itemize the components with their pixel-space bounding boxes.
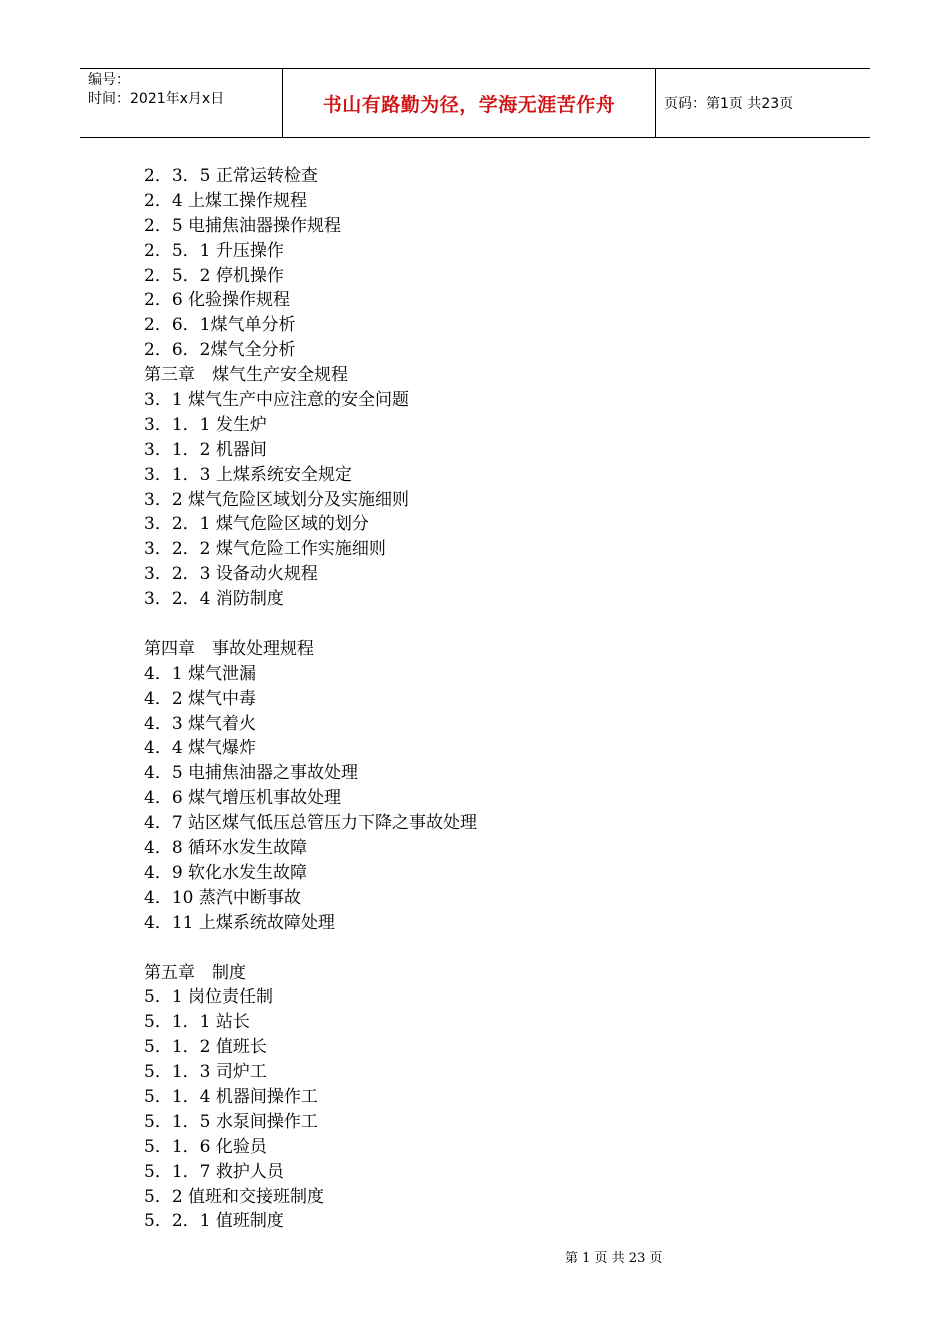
toc-item: 4．11 上煤系统故障处理 <box>144 912 335 933</box>
toc-item: 3．1．2 机器间 <box>144 439 267 460</box>
toc-item: 5．1 岗位责任制 <box>144 987 274 1008</box>
toc-item: 5．1．4 机器间操作工 <box>144 1086 318 1107</box>
toc-item: 第三章 煤气生产安全规程 <box>144 365 348 386</box>
toc-item: 第四章 事故处理规程 <box>144 638 314 659</box>
toc-item: 3．2．4 消防制度 <box>144 589 284 610</box>
toc-item: 5．2 值班和交接班制度 <box>144 1186 325 1207</box>
header-page-cell <box>656 69 870 137</box>
toc-item: 3．2．3 设备动火规程 <box>144 564 318 585</box>
header-page-info: 页码：第1页 共23页 <box>664 96 794 112</box>
toc-item: 5．1．2 值班长 <box>144 1037 267 1058</box>
toc-item: 3．1．3 上煤系统安全规定 <box>144 464 352 485</box>
document-time-label: 时间：2021年x月x日 <box>88 91 225 107</box>
toc-spacer <box>144 612 844 637</box>
page-header <box>80 68 870 138</box>
toc-item: 2．5．2 停机操作 <box>144 265 284 286</box>
toc-item: 5．1．3 司炉工 <box>144 1062 267 1083</box>
toc-spacer <box>144 936 844 961</box>
toc-item: 3．1 煤气生产中应注意的安全问题 <box>144 390 410 411</box>
toc-item: 2．5 电捕焦油器操作规程 <box>144 215 342 236</box>
toc-item: 5．2．1 值班制度 <box>144 1211 284 1232</box>
toc-item: 3．2．2 煤气危险工作实施细则 <box>144 539 386 560</box>
toc-item: 4．10 蒸汽中断事故 <box>144 887 301 908</box>
toc-item: 2．6 化验操作规程 <box>144 290 291 311</box>
toc-item: 4．3 煤气着火 <box>144 713 257 734</box>
toc-item: 4．1 煤气泄漏 <box>144 663 257 684</box>
toc-item: 2．6．2煤气全分析 <box>144 340 296 361</box>
header-motto: 书山有路勤为径，学海无涯苦作舟 <box>322 93 616 116</box>
toc-item: 5．1．5 水泵间操作工 <box>144 1111 318 1132</box>
toc-item: 3．2．1 煤气危险区域的划分 <box>144 514 369 535</box>
toc-item: 5．1．7 救护人员 <box>144 1161 284 1182</box>
toc-item: 4．5 电捕焦油器之事故处理 <box>144 763 359 784</box>
toc-item: 4．7 站区煤气低压总管压力下降之事故处理 <box>144 813 478 834</box>
header-motto-cell <box>282 69 656 137</box>
toc-item: 4．6 煤气增压机事故处理 <box>144 788 342 809</box>
toc-item: 2．3．5 正常运转检查 <box>144 166 318 186</box>
document-number-label: 编号： <box>88 72 130 88</box>
toc-item: 2．4 上煤工操作规程 <box>144 190 308 211</box>
toc-item: 3．1．1 发生炉 <box>144 414 267 435</box>
toc-item: 第五章 制度 <box>144 962 246 983</box>
toc-item: 4．2 煤气中毒 <box>144 688 257 709</box>
page-footer: 第 1 页 共 23 页 <box>565 1251 663 1266</box>
toc-item: 5．1．1 站长 <box>144 1012 250 1033</box>
toc-item: 2．6．1煤气单分析 <box>144 315 296 336</box>
toc-item: 4．9 软化水发生故障 <box>144 862 308 883</box>
toc-item: 4．8 循环水发生故障 <box>144 838 308 859</box>
header-left-cell <box>80 69 282 137</box>
toc-item: 3．2 煤气危险区域划分及实施细则 <box>144 489 410 510</box>
toc-item: 5．1．6 化验员 <box>144 1136 267 1157</box>
toc-item: 4．4 煤气爆炸 <box>144 738 257 759</box>
toc-item: 2．5．1 升压操作 <box>144 240 284 261</box>
table-of-contents <box>144 164 844 1234</box>
